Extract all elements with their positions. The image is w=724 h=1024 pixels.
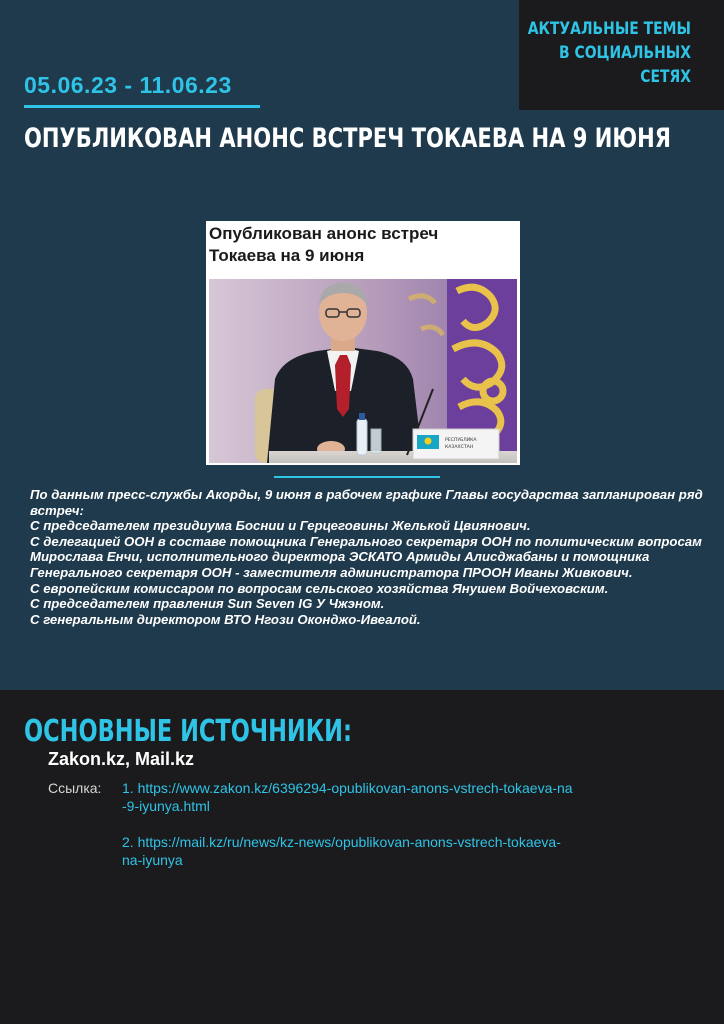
article-body [30, 487, 710, 627]
source-link-line: 1. https://www.zakon.kz/6396294-opublikovan-anons-vstrech-tokaeva-na [122, 780, 573, 796]
article-paragraph: С генеральным директором ВТО Нгози Оконджо-Ивеалой. [30, 611, 421, 627]
article-paragraph: С европейским комиссаром по вопросам сельского хозяйства Янушем Войчеховским. [30, 580, 609, 596]
topic-badge-line: В СОЦИАЛЬНЫХ [558, 43, 691, 63]
topic-badge-line: АКТУАЛЬНЫЕ ТЕМЫ [527, 19, 691, 39]
article-paragraph: С председателем президиума Боснии и Герцеговины Желькой Цвиянович. [30, 518, 531, 534]
news-card-title-line: Опубликован анонс встреч [209, 224, 439, 243]
date-range: 05.06.23 - 11.06.23 [24, 72, 232, 98]
date-underline [24, 105, 260, 108]
sources-names: Zakon.kz, Mail.kz [48, 749, 195, 769]
topic-badge [519, 0, 724, 110]
news-photo [209, 279, 517, 463]
topic-badge-line: СЕТЯХ [640, 67, 691, 87]
president-press-conference-photo-icon [209, 279, 517, 463]
nameplate-line: КАЗАХСТАН [445, 445, 474, 450]
kazakhstan-flag-icon [417, 435, 439, 449]
article-paragraph: С делегацией ООН в составе помощника Генерального секретаря ООН по политическим вопросам Мирослава Енчи, исполнительного директора ЭСКАТО Армиды Алисджабаны и помощника Генерального секретаря ООН - заместителя администратора ПРООН Иваны Живкович. [30, 533, 702, 580]
source-link-line: na-iyunya [122, 852, 183, 868]
topic-badge-text [527, 17, 691, 89]
source-link-zakon[interactable] [122, 779, 682, 815]
news-card[interactable] [206, 221, 520, 465]
article-paragraph: С председателем правления Sun Seven IG У Чжэном. [30, 596, 385, 612]
source-link-mail[interactable] [122, 833, 682, 869]
card-underline [274, 476, 440, 478]
news-card-title [209, 223, 509, 267]
article-paragraph: По данным пресс-службы Акорды, 9 июня в рабочем графике Главы государства запланирован ряд встреч: [30, 487, 703, 518]
source-link-line: -9-iyunya.html [122, 798, 210, 814]
source-link-line: 2. https://mail.kz/ru/news/kz-news/opublikovan-anons-vstrech-tokaeva- [122, 834, 561, 850]
nameplate-line: РЕСПУБЛИКА [445, 438, 477, 443]
news-card-title-line: Токаева на 9 июня [209, 246, 365, 265]
sources-title: ОСНОВНЫЕ ИСТОЧНИКИ: [24, 714, 352, 749]
page-title: ОПУБЛИКОВАН АНОНС ВСТРЕЧ ТОКАЕВА НА 9 ИЮНЯ [24, 123, 671, 154]
link-label: Ссылка: [48, 780, 102, 796]
